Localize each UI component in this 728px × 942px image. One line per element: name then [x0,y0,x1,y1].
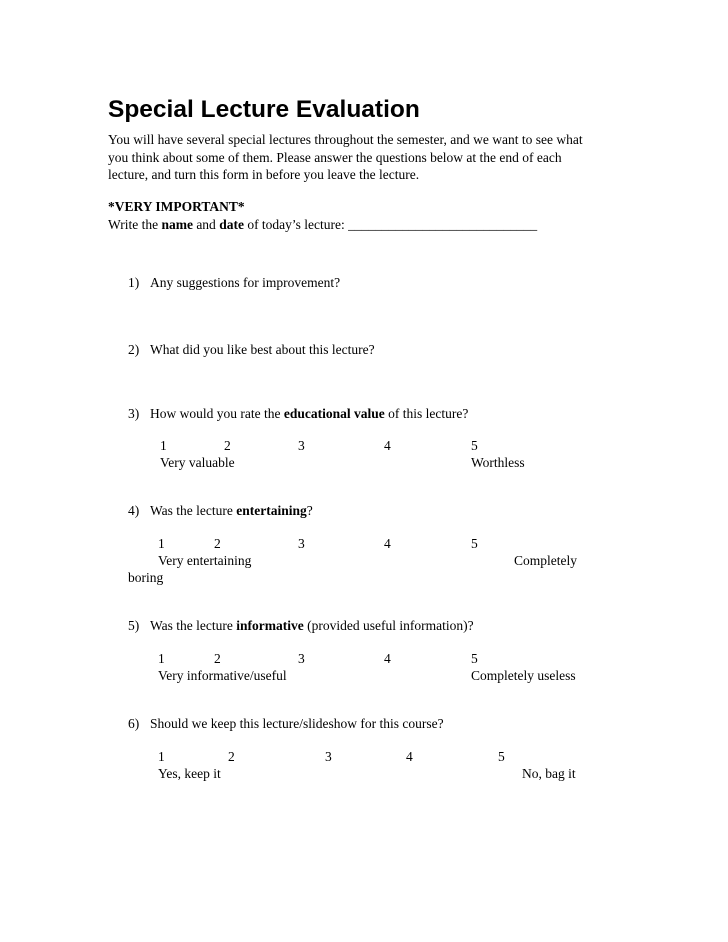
question-6 [128,715,444,732]
question-text: Should we keep this lecture/slideshow for this course? [150,716,444,731]
intro-line-3: lecture, and turn this form in before you leave the lecture. [108,167,420,182]
scale-value-3[interactable]: 3 [298,651,305,666]
question-keyword: informative [236,618,304,633]
scale-value-4[interactable]: 4 [384,536,391,551]
scale-high-label: No, bag it [522,766,576,781]
question-keyword: educational value [283,406,385,421]
scale-value-5[interactable]: 5 [471,536,478,551]
question-keyword: entertaining [236,503,307,518]
question-3 [128,405,468,422]
scale-value-3[interactable]: 3 [325,749,332,764]
write-date-word: date [219,217,244,232]
question-number: 3) [128,406,140,421]
write-and: and [192,217,220,232]
scale-high-label-continued: boring [128,570,164,585]
scale-value-1[interactable]: 1 [158,749,165,764]
question-text-pre: Was the lecture [150,503,237,518]
scale-value-1[interactable]: 1 [158,536,165,551]
intro-paragraph [108,131,628,184]
scale-value-4[interactable]: 4 [384,438,391,453]
write-suffix-blank: of today’s lecture: ____________________________ [243,217,538,232]
question-number: 5) [128,618,140,633]
scale-value-2[interactable]: 2 [214,651,221,666]
scale-value-4[interactable]: 4 [384,651,391,666]
intro-line-2: you think about some of them. Please answer the questions below at the end of each [108,149,562,165]
question-text-post: ? [306,503,313,518]
scale-value-1[interactable]: 1 [158,651,165,666]
question-number: 1) [128,275,140,290]
question-4 [128,502,313,519]
important-notice: *VERY IMPORTANT* [108,199,245,214]
question-text-pre: How would you rate the [150,406,284,421]
scale-value-5[interactable]: 5 [471,651,478,666]
question-text-post: (provided useful information)? [303,618,474,633]
question-number: 2) [128,342,140,357]
scale-value-2[interactable]: 2 [214,536,221,551]
scale-high-label: Worthless [471,455,525,470]
page-title: Special Lecture Evaluation [108,96,420,123]
question-text-pre: Was the lecture [150,618,237,633]
question-1 [128,274,340,291]
lecture-name-date-line [108,216,537,233]
question-number: 4) [128,503,140,518]
scale-value-5[interactable]: 5 [498,749,505,764]
question-text: Any suggestions for improvement? [150,275,341,290]
scale-value-2[interactable]: 2 [224,438,231,453]
scale-high-label: Completely useless [471,668,576,683]
scale-low-label: Yes, keep it [158,766,221,781]
scale-value-5[interactable]: 5 [471,438,478,453]
intro-line-1: You will have several special lectures throughout the semester, and we want to see what [108,132,583,147]
scale-value-2[interactable]: 2 [228,749,235,764]
scale-value-3[interactable]: 3 [298,536,305,551]
question-text: What did you like best about this lecture? [150,342,375,357]
scale-low-label: Very entertaining [158,553,252,568]
write-name-word: name [161,217,193,232]
write-prefix: Write the [108,217,162,232]
question-text-post: of this lecture? [384,406,469,421]
question-number: 6) [128,716,140,731]
scale-high-label: Completely [514,553,577,568]
scale-low-label: Very informative/useful [158,668,287,683]
scale-value-3[interactable]: 3 [298,438,305,453]
scale-value-4[interactable]: 4 [406,749,413,764]
scale-low-label: Very valuable [160,455,235,470]
question-2 [128,341,375,358]
scale-value-1[interactable]: 1 [160,438,167,453]
question-5 [128,617,474,634]
